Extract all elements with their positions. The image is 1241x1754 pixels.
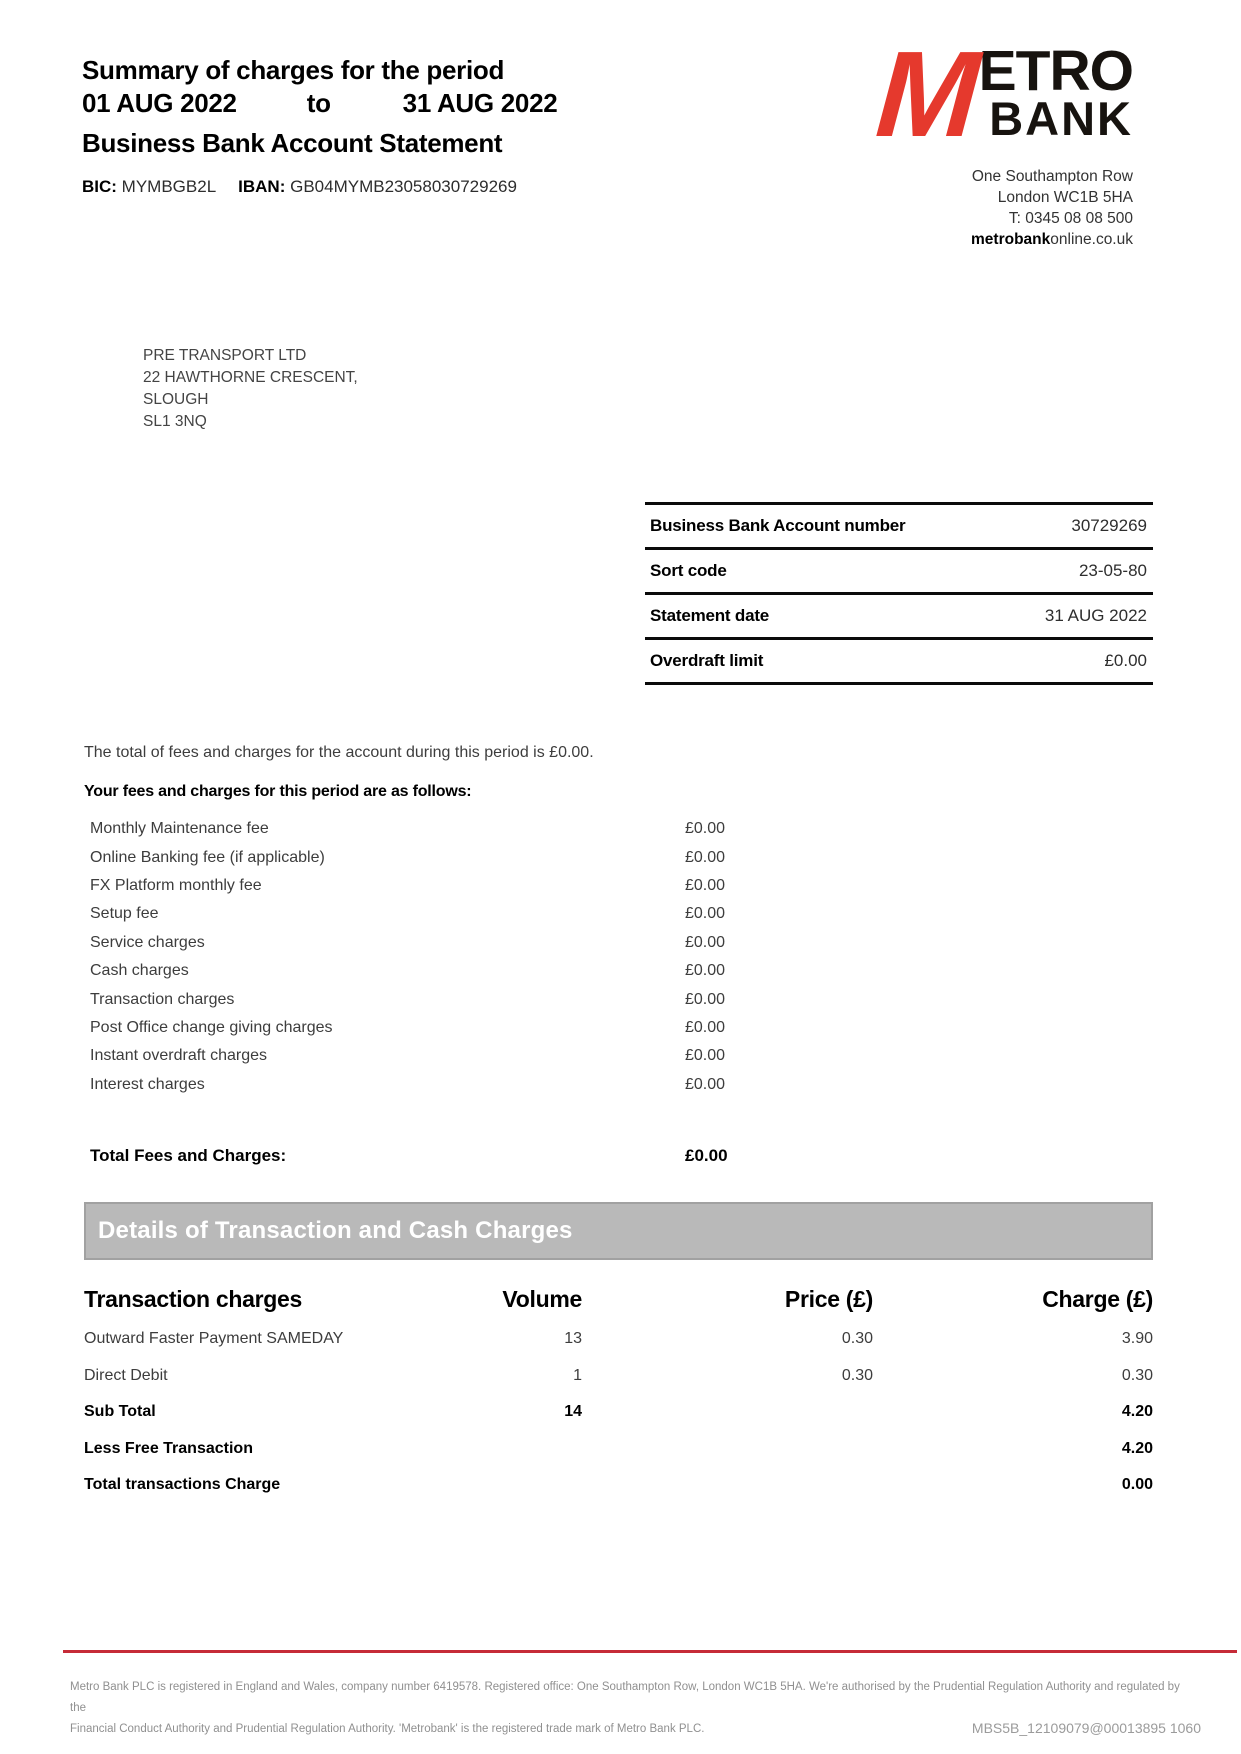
sort-code-value: 23-05-80 xyxy=(1078,561,1147,580)
fee-row xyxy=(90,929,744,957)
table-row xyxy=(84,1367,1153,1404)
fee-label: Interest charges xyxy=(90,1075,205,1093)
details-section-banner xyxy=(84,1202,1153,1260)
bank-address-line2: London WC1B 5HA xyxy=(997,189,1133,206)
bank-website-rest: online.co.uk xyxy=(1050,231,1133,248)
statement-date-row xyxy=(645,595,1153,640)
fee-label: Post Office change giving charges xyxy=(90,1018,333,1036)
sort-code-label: Sort code xyxy=(650,561,727,580)
statement-title-line2: Business Bank Account Statement xyxy=(82,128,503,158)
table-row-subtotal xyxy=(84,1403,1153,1440)
table-row-total xyxy=(84,1476,1153,1513)
row-volume: 14 xyxy=(564,1403,582,1420)
bic-label: BIC: xyxy=(82,177,117,196)
fee-amount: £0.00 xyxy=(685,848,726,866)
sort-code-row xyxy=(645,550,1153,595)
statement-title-line1: Summary of charges for the period xyxy=(82,55,505,85)
logo-etro-text: ETRO xyxy=(978,39,1133,103)
iban-value: GB04MYMB23058030729269 xyxy=(285,177,517,196)
fee-row xyxy=(90,1042,744,1070)
row-charge: 4.20 xyxy=(1121,1439,1153,1457)
details-section-title: Details of Transaction and Cash Charges xyxy=(98,1217,573,1244)
fees-total-label: Total Fees and Charges: xyxy=(90,1145,287,1165)
fee-row xyxy=(90,900,744,928)
fee-row xyxy=(90,1014,744,1042)
column-header-volume: Volume xyxy=(502,1286,582,1312)
fee-amount: £0.00 xyxy=(685,876,726,894)
fee-amount: £0.00 xyxy=(685,990,726,1008)
fee-row xyxy=(90,985,744,1013)
fees-total-amount: £0.00 xyxy=(685,1145,728,1165)
overdraft-limit-row xyxy=(645,640,1153,685)
document-reference: MBS5B_12109079@00013895 1060 xyxy=(971,1720,1201,1736)
fee-row xyxy=(90,815,744,843)
statement-period xyxy=(82,87,557,120)
statement-date-label: Statement date xyxy=(650,606,770,625)
fee-label: Service charges xyxy=(90,933,205,951)
row-volume: 13 xyxy=(564,1330,582,1347)
transaction-charges-table xyxy=(84,1286,1153,1513)
row-charge: 0.00 xyxy=(1121,1476,1153,1493)
customer-address-line2: SLOUGH xyxy=(143,391,209,408)
account-number-value: 30729269 xyxy=(1071,516,1147,535)
row-charge: 3.90 xyxy=(1121,1330,1153,1347)
fees-intro-text: The total of fees and charges for the account during this period is £0.00. xyxy=(84,744,594,761)
column-header-transaction-charges: Transaction charges xyxy=(84,1286,302,1312)
bank-address-line1: One Southampton Row xyxy=(971,168,1133,185)
fee-row xyxy=(90,843,744,871)
bank-contact-block xyxy=(971,166,1133,250)
fee-row xyxy=(90,957,744,985)
statement-header xyxy=(82,54,557,197)
fee-label: Setup fee xyxy=(90,905,159,923)
bic-iban-line xyxy=(82,177,557,197)
bank-phone: T: 0345 08 08 500 xyxy=(1008,210,1133,227)
customer-address-line1: 22 HAWTHORNE CRESCENT, xyxy=(143,369,358,386)
customer-name: PRE TRANSPORT LTD xyxy=(143,347,307,364)
transaction-table-header xyxy=(84,1286,1153,1313)
footer-divider-line xyxy=(63,1650,1237,1653)
row-price: 0.30 xyxy=(841,1366,873,1384)
iban-label: IBAN: xyxy=(238,177,286,196)
row-price: 0.30 xyxy=(841,1330,873,1347)
column-header-charge: Charge (£) xyxy=(1042,1286,1153,1312)
fee-label: Online Banking fee (if applicable) xyxy=(90,848,325,866)
period-start: 01 AUG 2022 xyxy=(82,88,237,118)
column-header-price: Price (£) xyxy=(784,1286,873,1312)
period-to: to xyxy=(306,88,331,118)
table-row-less-free xyxy=(84,1440,1153,1477)
row-volume: 1 xyxy=(573,1366,582,1384)
bic-value: MYMBGB2L xyxy=(116,177,217,196)
fee-label: Transaction charges xyxy=(90,990,235,1008)
fees-section xyxy=(84,783,744,1166)
account-details-table xyxy=(645,502,1153,685)
table-row xyxy=(84,1330,1153,1367)
fee-amount: £0.00 xyxy=(685,933,726,951)
fee-amount: £0.00 xyxy=(685,1047,726,1065)
fee-amount: £0.00 xyxy=(685,820,726,838)
fee-amount: £0.00 xyxy=(685,1018,726,1036)
account-number-label: Business Bank Account number xyxy=(650,516,906,535)
fee-label: Monthly Maintenance fee xyxy=(90,820,269,838)
logo-wordmark xyxy=(978,39,1133,145)
logo-m-icon: M xyxy=(872,26,980,162)
footer-legal-line2: Financial Conduct Authority and Prudential Regulation Authority. 'Metrobank' is the registered trade mark of Metro Bank PLC. xyxy=(70,1723,705,1735)
row-charge: 0.30 xyxy=(1121,1366,1153,1384)
fee-amount: £0.00 xyxy=(685,1075,726,1093)
row-label: Total transactions Charge xyxy=(84,1476,281,1493)
bank-website xyxy=(971,229,1133,250)
row-label: Direct Debit xyxy=(84,1366,168,1384)
row-charge: 4.20 xyxy=(1121,1403,1153,1420)
customer-postcode: SL1 3NQ xyxy=(143,413,207,430)
fees-total-row xyxy=(90,1146,744,1166)
fee-row xyxy=(90,872,744,900)
row-label: Less Free Transaction xyxy=(84,1439,253,1457)
fees-heading: Your fees and charges for this period are as follows: xyxy=(84,783,472,800)
overdraft-limit-label: Overdraft limit xyxy=(650,651,764,670)
bank-website-bold: metrobank xyxy=(971,231,1051,248)
customer-address-block xyxy=(143,345,358,433)
fee-label: Instant overdraft charges xyxy=(90,1047,267,1065)
fee-amount: £0.00 xyxy=(685,905,726,923)
row-label: Sub Total xyxy=(84,1403,156,1420)
fee-label: Cash charges xyxy=(90,962,189,980)
metro-bank-logo xyxy=(872,26,1133,162)
footer-legal-line1: Metro Bank PLC is registered in England and Wales, company number 6419578. Registered office: One Southampton Row, London WC1B 5HA. We're authorised by the Prudential Regulation Authority and regulated by the xyxy=(70,1681,1180,1714)
fee-label: FX Platform monthly fee xyxy=(90,876,262,894)
fee-amount: £0.00 xyxy=(685,962,726,980)
statement-date-value: 31 AUG 2022 xyxy=(1044,606,1147,625)
account-number-row xyxy=(645,505,1153,550)
overdraft-limit-value: £0.00 xyxy=(1104,651,1147,670)
logo-bank-text: BANK xyxy=(989,92,1133,145)
fee-row xyxy=(90,1071,744,1099)
period-end: 31 AUG 2022 xyxy=(402,88,558,118)
row-label: Outward Faster Payment SAMEDAY xyxy=(84,1330,344,1347)
